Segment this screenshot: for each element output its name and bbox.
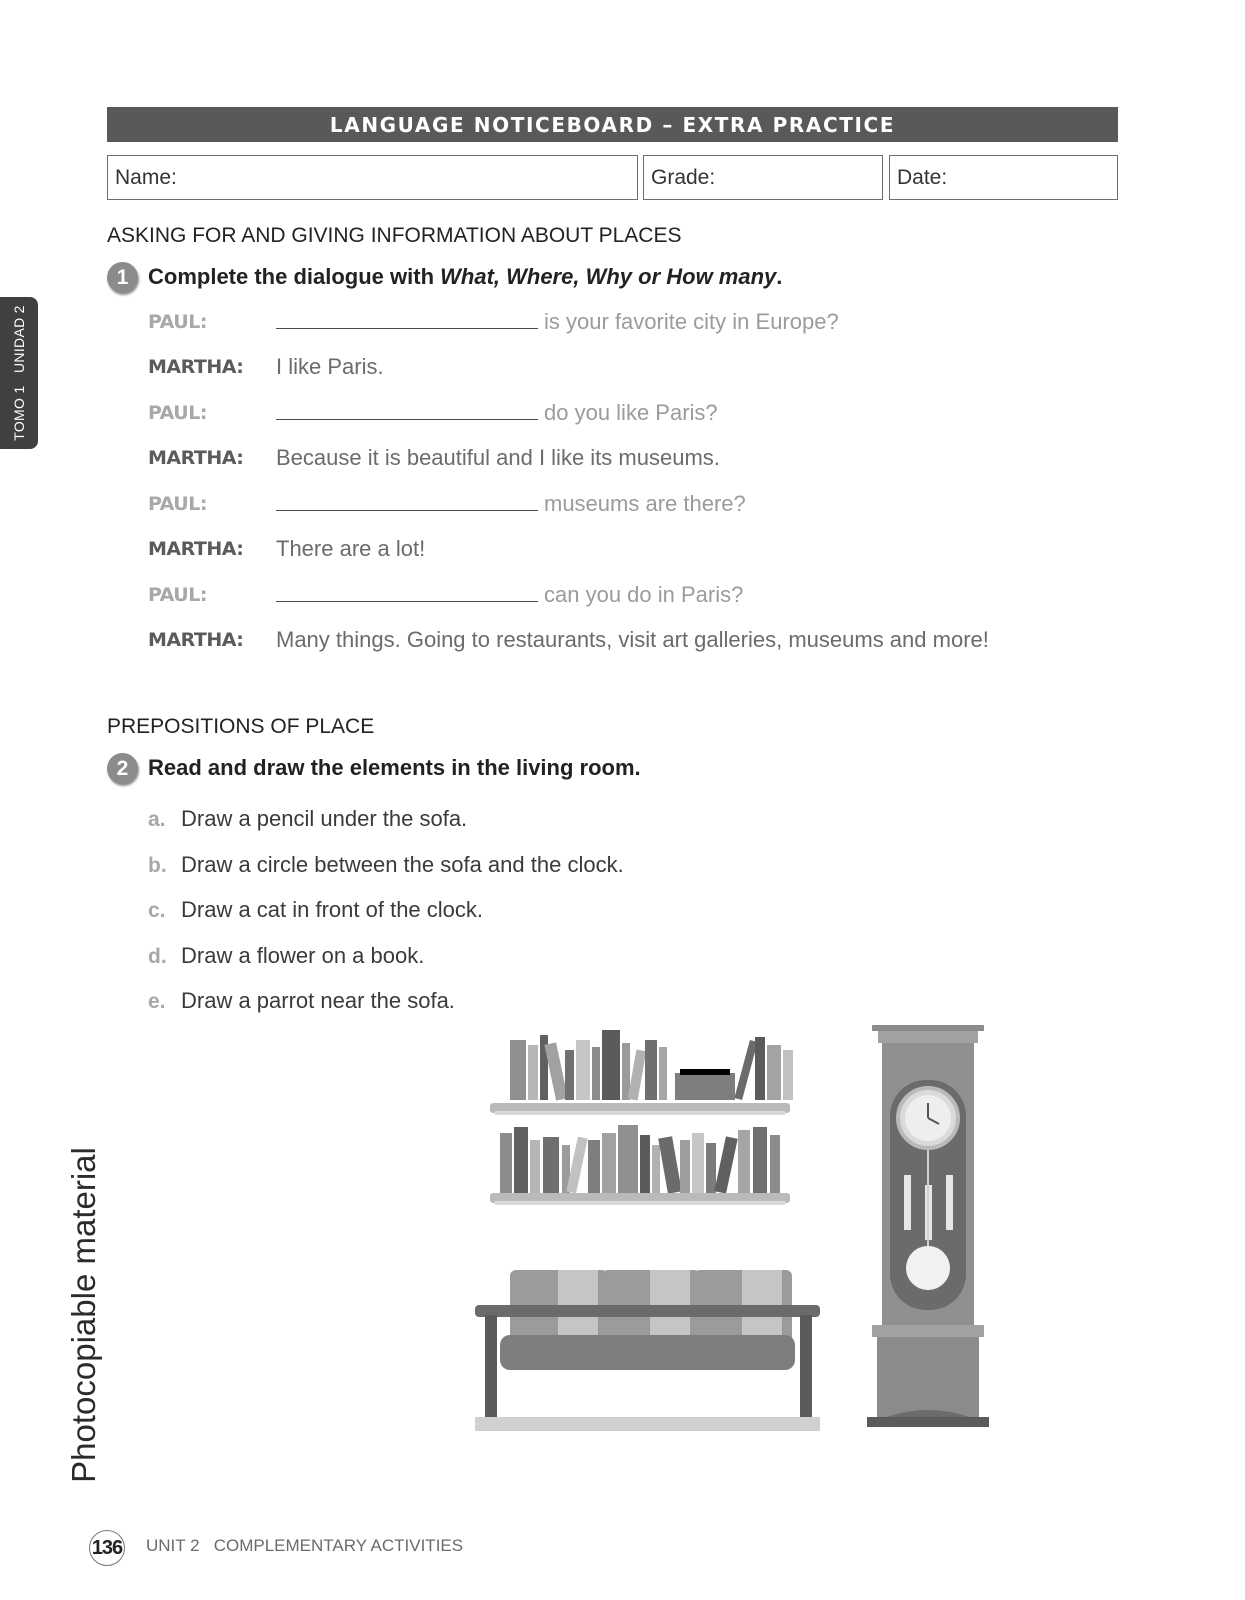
list-item: Draw a pencil under the sofa. (181, 806, 468, 831)
answer-blank[interactable] (276, 510, 538, 511)
dialogue-line: Many things. Going to restaurants, visit art galleries, museums and more! (276, 627, 989, 652)
list-item: Draw a parrot near the sofa. (181, 988, 455, 1013)
answer-blank[interactable] (276, 419, 538, 420)
section2-instruction: Read and draw the elements in the living room. (148, 755, 641, 780)
dialogue-line: Because it is beautiful and I like its museums. (276, 445, 720, 470)
item-letter: b. (148, 854, 167, 877)
sofa (475, 1270, 820, 1431)
section1-instruction: Complete the dialogue with What, Where, Why or How many. (148, 264, 783, 289)
name-field[interactable]: Name: (107, 155, 638, 200)
grade-field[interactable]: Grade: (643, 155, 883, 200)
exercise-number-badge: 1 (107, 262, 138, 293)
speaker-label: MARTHA: (148, 447, 244, 469)
grandfather-clock (867, 1025, 989, 1427)
speaker-label: PAUL: (148, 311, 207, 333)
speaker-label: MARTHA: (148, 538, 244, 560)
speaker-label: PAUL: (148, 584, 207, 606)
speaker-label: MARTHA: (148, 356, 244, 378)
dialogue-line: is your favorite city in Europe? (544, 309, 839, 334)
bottom-shelf-books (490, 1125, 790, 1205)
page-number: 136 (89, 1530, 125, 1566)
dialogue-line: do you like Paris? (544, 400, 718, 425)
exercise-number-badge: 2 (107, 753, 138, 784)
dialogue-line: museums are there? (544, 491, 746, 516)
item-letter: a. (148, 808, 166, 831)
living-room-illustration (470, 1025, 1030, 1470)
section1-title: ASKING FOR AND GIVING INFORMATION ABOUT PLACES (107, 224, 682, 247)
speaker-label: PAUL: (148, 402, 207, 424)
item-letter: e. (148, 990, 166, 1013)
answer-blank[interactable] (276, 328, 538, 329)
list-item: Draw a circle between the sofa and the clock. (181, 852, 624, 877)
top-shelf-books (490, 1030, 793, 1115)
item-letter: d. (148, 945, 167, 968)
dialogue-line: can you do in Paris? (544, 582, 744, 607)
footer-label: UNIT 2 COMPLEMENTARY ACTIVITIES (146, 1536, 464, 1555)
section2-title: PREPOSITIONS OF PLACE (107, 715, 375, 738)
dialogue-line: There are a lot! (276, 536, 426, 561)
unit-side-tab-label: TOMO 1 UNIDAD 2 (11, 305, 27, 441)
speaker-label: MARTHA: (148, 629, 244, 651)
answer-blank[interactable] (276, 601, 538, 602)
item-letter: c. (148, 899, 166, 922)
date-field[interactable]: Date: (889, 155, 1118, 200)
page-banner: LANGUAGE NOTICEBOARD – EXTRA PRACTICE (107, 107, 1118, 142)
list-item: Draw a cat in front of the clock. (181, 897, 484, 922)
speaker-label: PAUL: (148, 493, 207, 515)
dialogue-line: I like Paris. (276, 354, 384, 379)
list-item: Draw a flower on a book. (181, 943, 425, 968)
photocopiable-label: Photocopiable material (65, 1147, 102, 1483)
